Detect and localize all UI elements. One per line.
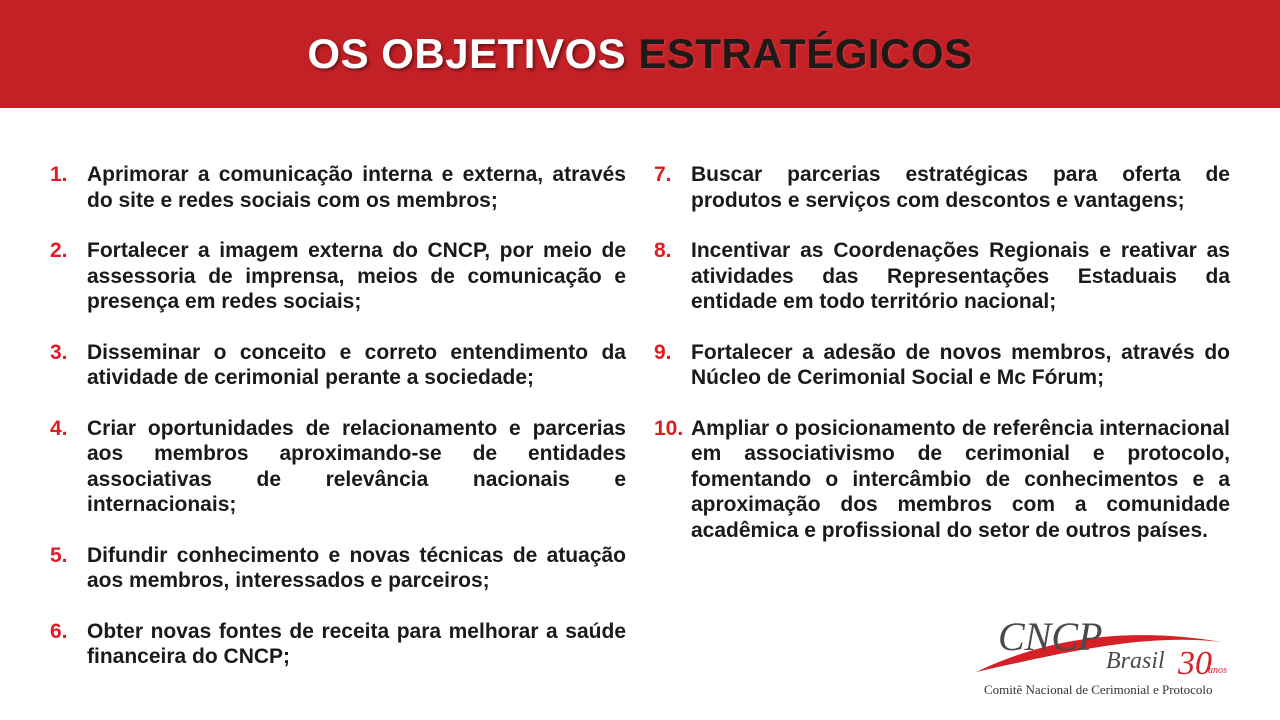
objective-number: 6. [50, 619, 68, 643]
objective-item [50, 162, 626, 213]
objectives-list-left [50, 162, 626, 695]
logo-anniversary: 30 [1178, 645, 1212, 682]
objective-number: 9. [654, 340, 672, 364]
objective-item [50, 340, 626, 391]
objective-item [654, 416, 1230, 544]
logo-country: Brasil [1106, 648, 1165, 674]
objective-number: 2. [50, 239, 68, 262]
objective-number: 7. [654, 163, 672, 186]
logo-caption: Comitê Nacional de Cerimonial e Protocolo [984, 682, 1213, 697]
page-title-part1: OS OBJETIVOS [307, 30, 627, 77]
logo-anniversary-suffix: anos [1208, 665, 1227, 676]
objective-item [50, 416, 626, 518]
objective-text: Incentivar as Coordenações Regionais e reativar as atividades das Representações Estaduais da entidade em todo território nacional; [691, 239, 1230, 313]
logo-wordmark: CNCP [998, 614, 1103, 659]
objectives-list-right [654, 162, 1230, 568]
cncp-logo-graphic [972, 612, 1234, 684]
objective-item [50, 619, 626, 670]
page-title-part2: ESTRATÉGICOS [638, 30, 973, 77]
objective-number: 1. [50, 163, 68, 186]
objective-text: Fortalecer a imagem externa do CNCP, por meio de assessoria de imprensa, meios de comunicação e presença em redes sociais; [87, 239, 626, 313]
objective-item [50, 543, 626, 594]
objective-item [50, 238, 626, 315]
objective-number: 8. [654, 239, 672, 262]
page-title [307, 30, 972, 78]
objective-number: 5. [50, 543, 68, 567]
objective-text: Aprimorar a comunicação interna e externa, através do site e redes sociais com os membros; [87, 163, 626, 212]
objective-item [654, 162, 1230, 213]
objective-number: 4. [50, 416, 68, 440]
objective-number: 3. [50, 340, 68, 364]
objective-number: 10. [654, 416, 684, 440]
title-banner [0, 0, 1280, 108]
objective-item [654, 340, 1230, 391]
objective-item [654, 238, 1230, 315]
objective-text: Obter novas fontes de receita para melhorar a saúde financeira do CNCP; [87, 619, 626, 668]
cncp-logo [972, 612, 1234, 702]
objective-text: Fortalecer a adesão de novos membros, através do Núcleo de Cerimonial Social e Mc Fórum; [691, 340, 1230, 389]
objective-text: Difundir conhecimento e novas técnicas de atuação aos membros, interessados e parceiros; [87, 543, 626, 592]
objective-text: Ampliar o posicionamento de referência internacional em associativismo de cerimonial e protocolo, fomentando o intercâmbio de conhecimentos e a aproximação dos membros com a comunidade acadêmica e profissional do setor de outros países. [691, 416, 1230, 542]
objective-text: Disseminar o conceito e correto entendimento da atividade de cerimonial perante a sociedade; [87, 340, 626, 389]
objective-text: Buscar parcerias estratégicas para oferta de produtos e serviços com descontos e vantagens; [691, 163, 1230, 212]
objective-text: Criar oportunidades de relacionamento e parcerias aos membros aproximando-se de entidades associativas de relevância nacionais e internacionais; [87, 416, 626, 516]
